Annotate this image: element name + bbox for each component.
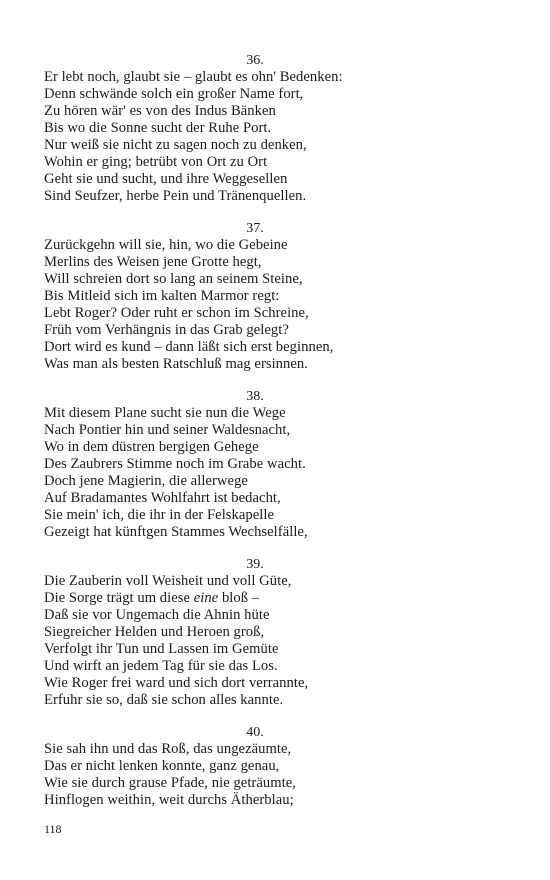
page-number: 118: [44, 822, 62, 836]
verse-line: Die Sorge trägt um diese eine bloß –: [44, 590, 260, 606]
verse-line: Zu hören wär' es von des Indus Bänken: [44, 103, 276, 119]
verse-line: Das er nicht lenken konnte, ganz genau,: [44, 758, 280, 774]
stanza-number: 38.: [246, 389, 264, 404]
verse-line: Bis wo die Sonne sucht der Ruhe Port.: [44, 120, 272, 136]
verse-line: Früh vom Verhängnis in das Grab gelegt?: [44, 322, 289, 338]
verse-line: Sie mein' ich, die ihr in der Felskapelle: [44, 507, 275, 523]
verse-line: Was man als besten Ratschluß mag ersinnen.: [44, 356, 308, 372]
verse-line: Mit diesem Plane sucht sie nun die Wege: [44, 405, 286, 421]
verse-line: Siegreicher Helden und Heroen groß,: [44, 624, 265, 640]
verse-line: Denn schwände solch ein großer Name fort,: [44, 86, 304, 102]
verse-line: Doch jene Magierin, die allerwege: [44, 473, 248, 489]
verse-line: Nur weiß sie nicht zu sagen noch zu denken,: [44, 137, 307, 153]
verse-line: Hinflogen weithin, weit durchs Ätherblau;: [44, 792, 294, 808]
stanza-40: [44, 724, 514, 809]
verse-line: Auf Bradamantes Wohlfahrt ist bedacht,: [44, 490, 281, 506]
verse-line: Wie Roger frei ward und sich dort verrannte,: [44, 675, 309, 691]
verse-line: Die Zauberin voll Weisheit und voll Güte,: [44, 573, 292, 589]
verse-line: Nach Pontier hin und seiner Waldesnacht,: [44, 422, 291, 438]
verse-line: Wie sie durch grause Pfade, nie geträumte,: [44, 775, 296, 791]
stanza-number: 40.: [246, 725, 264, 740]
stanza-39: [44, 556, 514, 709]
verse-line: Zurückgehn will sie, hin, wo die Gebeine: [44, 237, 288, 253]
verse-line: Und wirft an jedem Tag für sie das Los.: [44, 658, 278, 674]
stanza-36: [44, 52, 514, 205]
verse-line: Erfuhr sie so, daß sie schon alles kannte.: [44, 692, 284, 708]
stanza-number: 39.: [246, 557, 264, 572]
verse-line: Bis Mitleid sich im kalten Marmor regt:: [44, 288, 280, 304]
stanza-37: [44, 220, 514, 373]
emphasized-word: eine: [193, 590, 219, 606]
stanza-number: 37.: [246, 221, 264, 236]
verse-line: Gezeigt hat künftgen Stammes Wechselfälle,: [44, 524, 308, 540]
verse-line: Merlins des Weisen jene Grotte hegt,: [44, 254, 262, 270]
verse-line: Will schreien dort so lang an seinem Steine,: [44, 271, 303, 287]
verse-line: Des Zaubrers Stimme noch im Grabe wacht.: [44, 456, 306, 472]
verse-line: Daß sie vor Ungemach die Ahnin hüte: [44, 607, 270, 623]
stanza-number: 36.: [246, 53, 264, 68]
verse-line: Wohin er ging; betrübt von Ort zu Ort: [44, 154, 268, 170]
verse-line: Geht sie und sucht, und ihre Weggesellen: [44, 171, 288, 187]
stanza-38: [44, 388, 514, 541]
verse-line: Verfolgt ihr Tun und Lassen im Gemüte: [44, 641, 279, 657]
verse-line: Dort wird es kund – dann läßt sich erst beginnen,: [44, 339, 334, 355]
verse-line: Er lebt noch, glaubt sie – glaubt es ohn' Bedenken:: [44, 69, 343, 85]
verse-line: Wo in dem düstren bergigen Gehege: [44, 439, 259, 455]
verse-line: Lebt Roger? Oder ruht er schon im Schreine,: [44, 305, 309, 321]
verse-line: Sind Seufzer, herbe Pein und Tränenquellen.: [44, 188, 307, 204]
verse-line: Sie sah ihn und das Roß, das ungezäumte,: [44, 741, 292, 757]
